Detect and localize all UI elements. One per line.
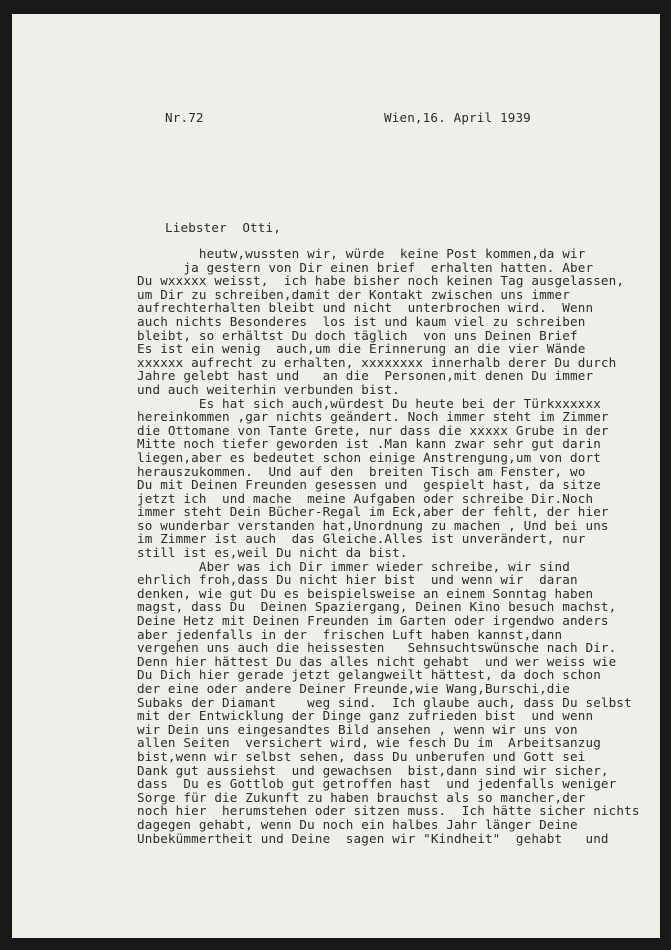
body-line: wir Dein uns eingesandtes Bild ansehen , wenn wir uns von — [137, 721, 578, 737]
body-line: jetzt ich und mache meine Aufgaben oder schreibe Dir.Noch — [137, 490, 594, 506]
body-line: noch hier herumstehen oder sitzen muss. Ich hätte sicher nichts — [137, 803, 640, 819]
body-line: hereinkommen ,gar nichts geändert. Noch immer steht im Zimmer — [137, 409, 609, 425]
body-line: bist,wenn wir selbst sehen, dass Du unberufen und Gott sei — [137, 748, 586, 764]
body-line: aufrechterhalten bleibt und nicht unterbrochen wird. Wenn — [137, 300, 594, 316]
body-line: mit der Entwicklung der Dinge ganz zufrieden bist und wenn — [137, 708, 594, 724]
salutation: Liebster Otti, — [165, 220, 281, 235]
body-line: so wunderbar verstanden hat,Unordnung zu machen , Und bei uns — [137, 517, 609, 533]
body-line: Denn hier hättest Du das alles nicht gehabt und wer weiss wie — [137, 653, 617, 669]
body-line: auch nichts Besonderes los ist und kaum viel zu schreiben — [137, 313, 586, 329]
body-line: ehrlich froh,dass Du nicht hier bist und wenn wir daran — [137, 572, 578, 588]
body-line: Sorge für die Zukunft zu haben brauchst als so mancher,der — [137, 789, 586, 805]
body-line: Jahre gelebt hast und an die Personen,mit denen Du immer — [137, 368, 594, 384]
body-line: magst, dass Du Deinen Spaziergang, Deinen Kino besuch machst, — [137, 599, 617, 615]
body-line: und auch weiterhin verbunden bist. — [137, 381, 400, 397]
letter-number: Nr.72 — [165, 110, 204, 125]
body-line: still ist es,weil Du nicht da bist. — [137, 545, 408, 561]
body-line: aber jedenfalls in der frischen Luft haben kannst,dann — [137, 626, 563, 642]
letter-body — [137, 247, 662, 845]
body-line: Aber was ich Dir immer wieder schreibe, wir sind — [137, 558, 570, 574]
body-line: dass Du es Gottlob gut getroffen hast und jedenfalls weniger — [137, 776, 617, 792]
body-line: Es hat sich auch,würdest Du heute bei der Türkxxxxxx — [137, 395, 601, 411]
body-line: dagegen gehabt, wenn Du noch ein halbes Jahr länger Deine — [137, 816, 578, 832]
body-line: liegen,aber es bedeutet schon einige Anstrengung,um von dort — [137, 449, 601, 465]
body-line: Du wxxxxx weisst, ich habe bisher noch keinen Tag ausgelassen, — [137, 273, 625, 289]
body-line: Du Dich hier gerade jetzt gelangweilt hättest, da doch schon — [137, 667, 601, 683]
body-line: Subaks der Diamant weg sind. Ich glaube auch, dass Du selbst — [137, 694, 632, 710]
body-line: heutw,wussten wir, würde keine Post kommen,da wir — [137, 246, 586, 261]
body-line: vergehen uns auch die heissesten Sehnsuchtswünsche nach Dir. — [137, 640, 617, 656]
body-line: ja gestern von Dir einen brief erhalten hatten. Aber — [137, 259, 594, 275]
body-line: Mitte noch tiefer geworden ist .Man kann zwar sehr gut darin — [137, 436, 601, 452]
body-line: Es ist ein wenig auch,um die Erinnerung an die vier Wände — [137, 341, 586, 357]
letter-date: Wien,16. April 1939 — [384, 110, 531, 125]
body-line: im Zimmer ist auch das Gleiche.Alles ist unverändert, nur — [137, 531, 586, 547]
body-line: bleibt, so erhältst Du doch täglich von uns Deinen Brief — [137, 327, 578, 343]
body-line: Unbekümmertheit und Deine sagen wir "Kindheit" gehabt und — [137, 830, 609, 846]
body-line: Dank gut aussiehst und gewachsen bist,dann sind wir sicher, — [137, 762, 609, 778]
body-line: xxxxxx aufrecht zu erhalten, xxxxxxxx innerhalb derer Du durch — [137, 354, 617, 370]
body-line: immer steht Dein Bücher-Regal im Eck,aber der fehlt, der hier — [137, 504, 609, 520]
body-line: der eine oder andere Deiner Freunde,wie Wang,Burschi,die — [137, 681, 570, 696]
body-line: Deine Hetz mit Deinen Freunden im Garten oder irgendwo anders — [137, 613, 609, 629]
body-line: allen Seiten versichert wird, wie fesch Du im Arbeitsanzug — [137, 735, 601, 751]
body-line: herauszukommen. Und auf den breiten Tisch am Fenster, wo — [137, 463, 586, 479]
body-line: die Ottomane von Tante Grete, nur dass die xxxxx Grube in der — [137, 422, 609, 438]
body-line: um Dir zu schreiben,damit der Kontakt zwischen uns immer — [137, 286, 570, 302]
body-line: denken, wie gut Du es beispielsweise an einem Sonntag haben — [137, 585, 594, 601]
body-line: Du mit Deinen Freunden gesessen und gespielt hast, da sitze — [137, 477, 601, 493]
letter-page — [12, 14, 660, 938]
